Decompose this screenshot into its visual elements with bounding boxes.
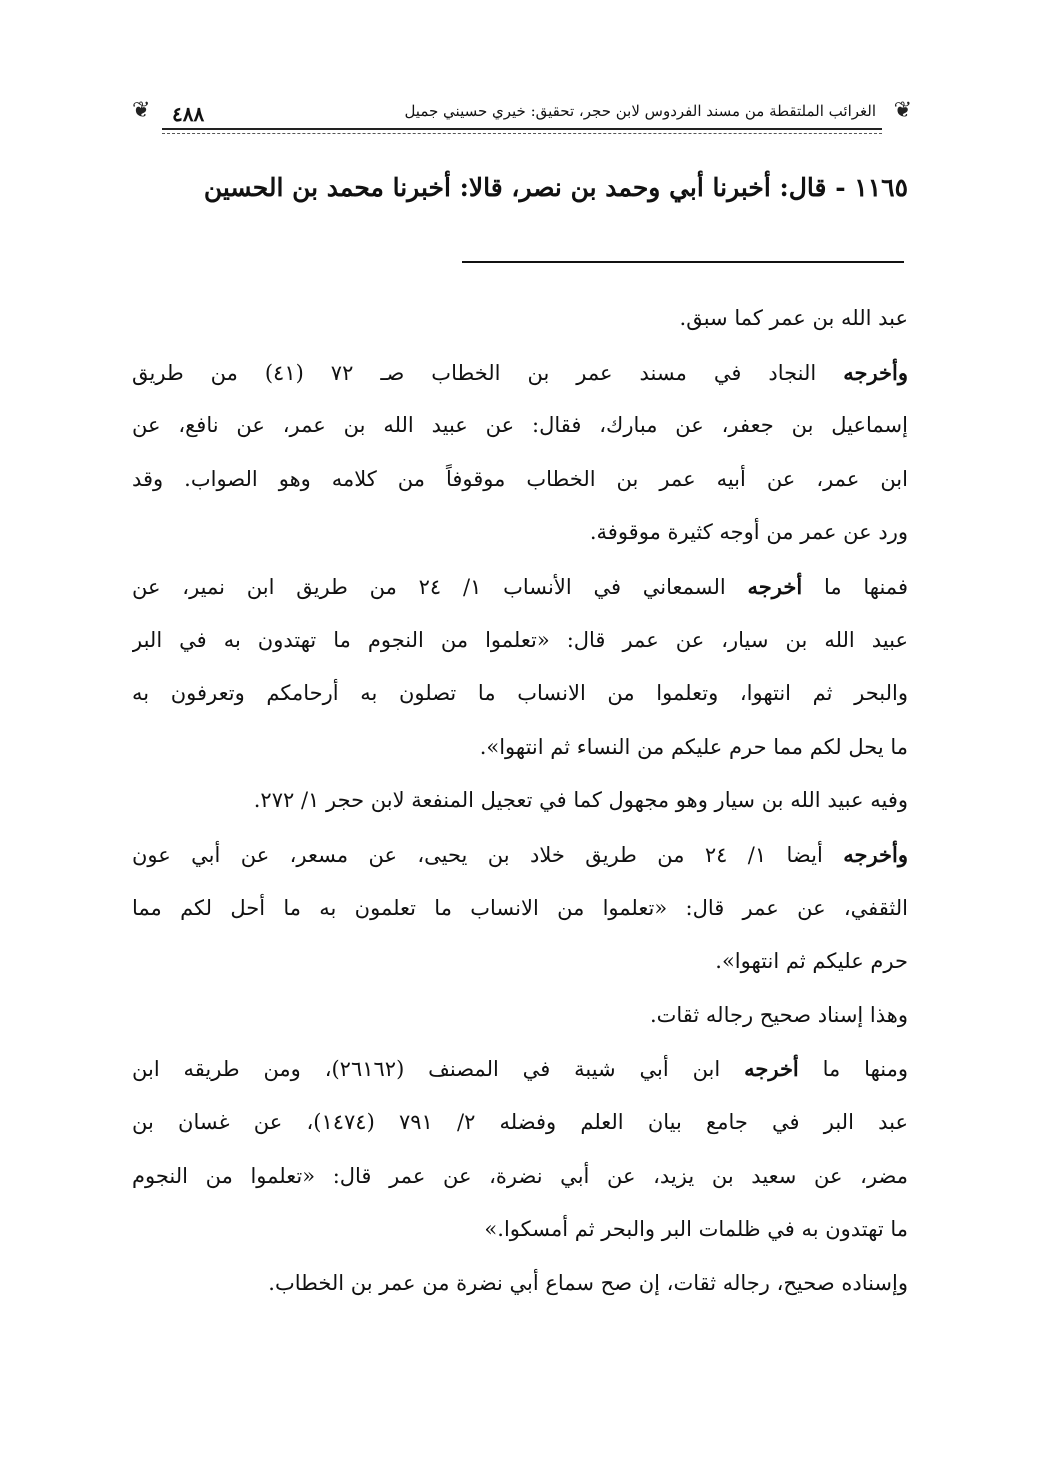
footnote-line-text: ابن أبي شيبة في المصنف (٢٦١٦٢)، ومن طريقه ابن xyxy=(132,1057,745,1082)
footnote-line xyxy=(132,989,908,1043)
ornament-right-icon: ❦ xyxy=(893,98,912,123)
page-number: ٤٨٨ xyxy=(172,102,205,126)
header-title: الغرائب الملتقطة من مسند الفردوس لابن حجر، تحقيق: خيري حسيني جميل xyxy=(404,102,876,120)
footnote-line-text: إسماعيل بن جعفر، عن مبارك، فقال: عن عبيد الله بن عمر، عن نافع، عن xyxy=(132,413,908,438)
footnote-line-text: عبد البر في جامع بيان العلم وفضله ٢/ ٧٩١ (١٤٧٤)، عن غسان بن xyxy=(132,1109,908,1134)
footnote-line-text: وفيه عبيد الله بن سيار وهو مجهول كما في تعجيل المنفعة لابن حجر ١/ ٢٧٢. xyxy=(253,788,908,813)
footnote-bold-term: أخرجه xyxy=(744,1056,799,1082)
footnote-line xyxy=(132,1203,908,1257)
footnote-line-text: النجاد في مسند عمر بن الخطاب صـ ٧٢ (٤١) من طريق xyxy=(132,360,844,385)
footnote-bold-term: أخرجه xyxy=(747,573,803,599)
footnote-line-text: ابن عمر، عن أبيه عمر بن الخطاب موقوفاً من كلامه وهو الصواب. وقد xyxy=(132,466,908,491)
footnote-line-text: السمعاني في الأنساب ١/ ٢٤ من طريق ابن نمير، عن xyxy=(132,574,748,599)
footnote-line xyxy=(132,721,908,775)
footnote-line-text: والبحر ثم انتهوا، وتعلموا من الانساب ما تصلون به أرحامكم وتعرفون به xyxy=(132,681,908,706)
footnote-bold-term: وأخرجه xyxy=(843,841,908,867)
footnote-line xyxy=(132,346,908,400)
footnote-line xyxy=(132,1150,908,1204)
footnote-line-text: أيضا ١/ ٢٤ من طريق خلاد بن يحيى، عن مسعر، عن أبي عون xyxy=(132,842,844,867)
footnote-line-text: مضر، عن سعيد بن يزيد، عن أبي نضرة، عن عمر قال: «تعلموا من النجوم xyxy=(132,1163,908,1188)
footnote-line-text: الثقفي، عن عمر قال: «تعلموا من الانساب ما تعلمون به ما أحل لكم مما xyxy=(132,895,908,920)
footnote-line-text: حرم عليكم ثم انتهوا». xyxy=(715,949,908,974)
footnote-line-text: عبد الله بن عمر كما سبق. xyxy=(679,306,908,330)
footnote-line xyxy=(132,667,908,721)
ornament-left-icon: ❦ xyxy=(132,98,151,123)
footnote-line xyxy=(132,935,908,989)
footnote-line-prefix: فمنها ما xyxy=(802,574,908,599)
header-dotted-rule xyxy=(162,133,882,134)
footnote-line-text: وإسناده صحيح، رجاله ثقات، إن صح سماع أبي نضرة من عمر بن الخطاب. xyxy=(268,1270,908,1295)
footnote-line xyxy=(132,1257,908,1311)
footnote-line-text: ما تهتدون به في ظلمات البر والبحر ثم أمسكوا.» xyxy=(484,1217,908,1242)
footnote-line xyxy=(132,560,908,614)
footnote-line-text: عبيد الله بن سيار، عن عمر قال: «تعلموا من النجوم ما تهتدون به في البر xyxy=(132,627,908,652)
footnote-line-text: وهذا إسناد صحيح رجاله ثقات. xyxy=(649,1002,908,1027)
footnote-line-text: ما يحل لكم مما حرم عليكم من النساء ثم انتهوا». xyxy=(479,734,908,759)
footnote-line xyxy=(132,506,908,560)
footnote-line xyxy=(132,1042,908,1096)
footnote-line xyxy=(132,1096,908,1150)
footnote-line xyxy=(132,828,908,882)
footnote-bold-term: وأخرجه xyxy=(843,359,908,385)
footnote-separator xyxy=(462,261,904,263)
footnote-line xyxy=(132,399,908,453)
footnote-line-prefix: ومنها ما xyxy=(798,1057,908,1082)
main-text-line: ١١٦٥ - قال: أخبرنا أبي وحمد بن نصر، قالا: أخبرنا محمد بن الحسين xyxy=(203,173,908,202)
footnote-line xyxy=(132,292,908,346)
footnote-line xyxy=(132,453,908,507)
header-rule xyxy=(162,128,882,130)
running-header xyxy=(132,96,912,140)
footnotes-block xyxy=(132,292,908,1310)
footnote-line-text: ورد عن عمر من أوجه كثيرة موقوفة. xyxy=(589,520,908,545)
footnote-line xyxy=(132,614,908,668)
footnote-line xyxy=(132,882,908,936)
footnote-line xyxy=(132,774,908,828)
